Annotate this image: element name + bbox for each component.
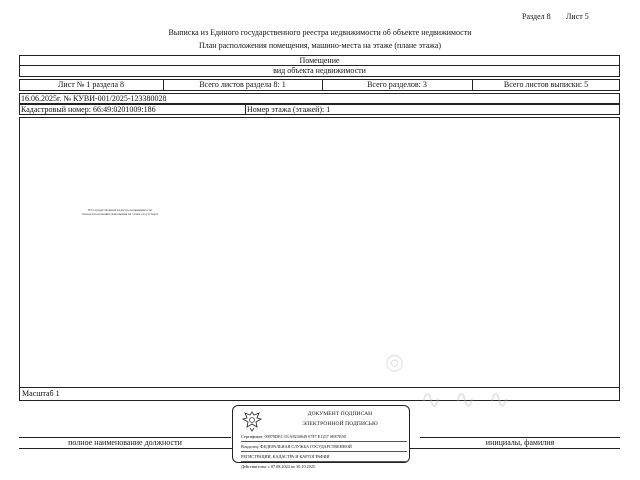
initials-caption: инициалы, фамилия: [485, 438, 555, 447]
sheet-number: Лист 5: [566, 12, 589, 21]
section-number: Раздел 8: [522, 12, 551, 21]
cadastral-number: Кадастровый номер: 66:49:0201009:186: [21, 105, 156, 114]
document-title: Выписка из Единого государственного реестра недвижимости об объекте недвижимости: [168, 28, 472, 37]
plan-note-line2: план расположения помещения на этаже отсутствует: [81, 212, 159, 216]
eagle-emblem-icon: [241, 409, 263, 433]
total-sheets-section: Всего листов раздела 8: 1: [199, 80, 286, 89]
position-caption: полное наименование должности: [68, 438, 182, 447]
sheet-number-in-section: Лист № 1 раздела 8: [57, 80, 125, 89]
stamp-title-2: ЭЛЕКТРОННОЙ ПОДПИСЬЮ: [302, 421, 378, 427]
total-sections: Всего разделов: 3: [367, 80, 427, 89]
scale-label: Масштаб 1: [22, 389, 60, 398]
watermark-mark: ∿ ∿ ∿: [420, 385, 512, 415]
total-sheets-extract: Всего листов выписки: 5: [503, 80, 589, 89]
object-kind: Помещение: [299, 56, 340, 65]
date-number: 16.06.2025г. № КУВИ-001/2025-123380028: [21, 94, 167, 103]
plan-area: [19, 117, 620, 401]
electronic-signature-stamp: [232, 405, 410, 469]
stamp-title-1: ДОКУМЕНТ ПОДПИСАН: [307, 411, 373, 417]
object-kind-caption: вид объекта недвижимости: [273, 66, 366, 75]
plan-note-line1: В Государственном кадастре недвижимости: [88, 208, 152, 212]
stamp-owner-2: РЕГИСТРАЦИИ, КАДАСТРА И КАРТОГРАФИИ: [241, 452, 407, 462]
watermark: ◎: [385, 350, 405, 375]
floor-number: Номер этажа (этажей): 1: [247, 105, 331, 114]
document-subtitle: План расположения помещения, машино-места на этаже (плане этажа): [198, 41, 442, 50]
stamp-validity: Действителен: с 07.08.2024 по 30.10.2025: [241, 464, 316, 469]
stamp-owner-1: Владелец: ФЕДЕРАЛЬНАЯ СЛУЖБА ГОСУДАРСТВЕННОЙ: [241, 442, 407, 452]
stamp-certificate: Сертификат: 00979DEC 03 A8230649 07F7 E1257 0EE7E00: [241, 432, 407, 442]
plan-note: [70, 208, 170, 216]
